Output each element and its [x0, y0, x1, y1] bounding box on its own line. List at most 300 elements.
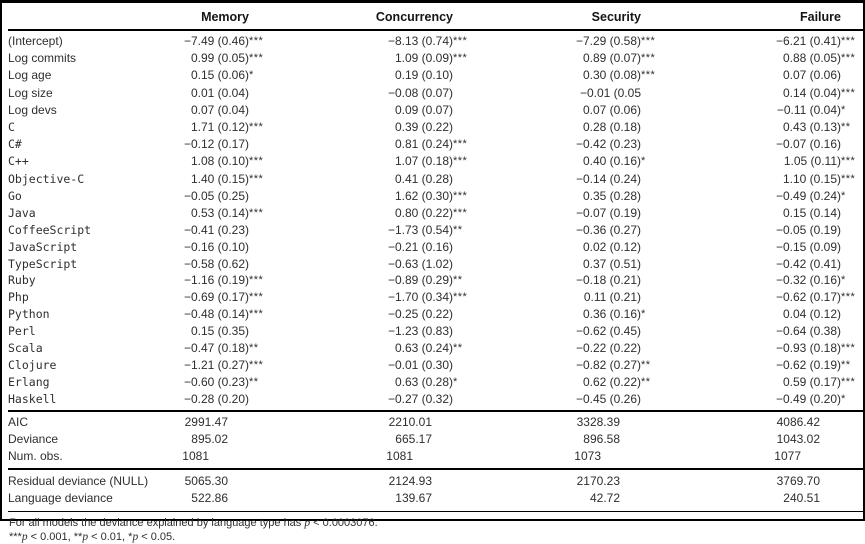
coef-value: 1.07 (0.18) [394, 154, 453, 169]
coef-cell [265, 357, 469, 373]
table-row [8, 222, 863, 239]
coef-value: −0.25 (0.22) [387, 307, 453, 322]
significance-stars: ** [249, 341, 259, 354]
coef-cell [657, 171, 857, 188]
significance-stars: *** [841, 172, 856, 185]
coef-value: −0.32 (0.16) [775, 272, 841, 287]
stat-value: 2170.23 [576, 474, 620, 489]
coef-value: 0.11 (0.21) [583, 290, 641, 305]
coef-cell [174, 205, 265, 222]
row-label: Erlang [8, 375, 50, 390]
significance-stars: ** [453, 273, 463, 286]
row-label: Java [8, 206, 36, 221]
stat-value: 139.67 [395, 491, 432, 506]
significance-stars: *** [453, 52, 468, 65]
coef-cell [265, 50, 469, 67]
table-row [8, 289, 863, 306]
coef-value: 0.59 (0.17) [782, 375, 841, 390]
table-row [8, 85, 863, 102]
significance-stars: *** [249, 35, 264, 47]
row-label: Go [8, 188, 22, 203]
coef-cell [657, 391, 857, 408]
coef-cell [469, 85, 657, 101]
table-row [8, 414, 863, 431]
significance-stars: * [841, 393, 846, 406]
coef-value: −0.21 (0.16) [387, 240, 453, 255]
significance-stars: *** [249, 155, 264, 168]
coef-value: −0.01 (0.05 [579, 85, 641, 100]
significance-stars: *** [841, 376, 856, 389]
coef-value: 0.63 (0.28) [394, 375, 453, 390]
coef-cell [174, 102, 265, 118]
coef-value: 0.14 (0.04) [782, 85, 841, 100]
coef-cell [265, 340, 469, 357]
coef-cell [174, 85, 265, 101]
coef-value: −1.70 (0.34) [387, 290, 453, 305]
significance-stars: *** [453, 291, 468, 304]
coef-value: 0.89 (0.07) [582, 51, 641, 66]
row-label: CoffeeScript [8, 223, 92, 238]
row-label: AIC [8, 415, 29, 430]
coef-value: 0.35 (0.28) [582, 188, 641, 203]
coef-cell [174, 357, 265, 374]
table-row [8, 33, 863, 50]
table-row [8, 357, 863, 374]
coef-value: 1.08 (0.10) [190, 154, 249, 169]
deviance-stats-section [8, 468, 863, 511]
significance-stars: *** [249, 121, 264, 134]
significance-stars: *** [249, 358, 264, 371]
coef-cell [657, 119, 857, 136]
coef-cell [174, 306, 265, 323]
coef-cell [265, 289, 469, 306]
coef-value: −0.22 (0.22) [575, 340, 641, 355]
coef-cell [265, 102, 469, 118]
coef-value: 0.01 (0.04) [190, 85, 249, 100]
row-label: JavaScript [8, 240, 78, 255]
coef-cell [174, 67, 265, 84]
row-label: C [8, 120, 15, 135]
row-label: (Intercept) [8, 34, 63, 48]
coef-cell [174, 256, 265, 272]
row-label: Residual deviance (NULL) [8, 474, 149, 489]
stat-value: 3328.39 [576, 415, 620, 430]
footnote-text: < 0.0003076. [310, 517, 378, 530]
coef-cell [657, 306, 857, 322]
significance-stars: ** [841, 358, 851, 371]
significance-stars: *** [641, 69, 656, 82]
coef-cell [469, 272, 657, 288]
coef-cell [657, 289, 857, 306]
coef-value: 0.07 (0.06) [582, 102, 641, 117]
coef-value: −0.05 (0.25) [183, 188, 249, 203]
table-row [8, 391, 863, 408]
coef-value: 0.15 (0.14) [782, 206, 841, 221]
coef-cell [265, 239, 469, 255]
coef-cell [657, 85, 857, 102]
coef-cell [174, 374, 265, 391]
row-label: Deviance [8, 432, 59, 447]
coef-cell [265, 136, 469, 153]
table-row [8, 323, 863, 339]
coef-value: −0.45 (0.26) [575, 392, 641, 407]
column-header-memory: Memory [201, 10, 249, 24]
coef-value: 0.30 (0.08) [582, 68, 641, 83]
coef-value: −0.16 (0.10) [183, 240, 249, 255]
significance-stars: ** [841, 121, 851, 134]
coef-value: 0.19 (0.10) [394, 68, 453, 83]
coef-cell [265, 188, 469, 205]
significance-stars: *** [453, 138, 468, 151]
row-label: C++ [8, 154, 29, 169]
coef-cell [265, 272, 469, 289]
coef-value: 0.63 (0.24) [394, 340, 453, 355]
coef-cell [657, 188, 857, 205]
significance-stars: * [841, 189, 846, 202]
footnote-line [9, 530, 863, 544]
row-label: Haskell [8, 392, 57, 407]
row-label: Log devs [8, 102, 57, 117]
coef-cell [174, 323, 265, 339]
significance-stars: *** [641, 35, 656, 47]
coef-value: 0.99 (0.05) [190, 51, 249, 66]
significance-stars: *** [841, 35, 856, 47]
coef-value: −0.89 (0.29) [387, 272, 453, 287]
coef-cell [657, 340, 857, 357]
table-row [8, 431, 863, 448]
row-label: Log size [8, 85, 53, 100]
significance-stars: *** [841, 52, 856, 65]
table-row [8, 340, 863, 357]
footnotes-section [8, 511, 863, 544]
table-row [8, 67, 863, 84]
header-row [8, 8, 863, 26]
coef-cell [657, 222, 857, 238]
coef-cell [174, 239, 265, 255]
coef-value: −0.07 (0.16) [775, 137, 841, 152]
significance-stars: *** [453, 35, 468, 47]
coef-cell [174, 50, 265, 67]
coef-value: 0.07 (0.04) [190, 102, 249, 117]
coef-value: 0.37 (0.51) [582, 256, 641, 271]
coef-cell [265, 374, 469, 391]
coef-cell [469, 33, 657, 50]
stat-value: 42.72 [589, 491, 620, 506]
stat-value: 2991.47 [184, 415, 228, 430]
coef-cell [469, 306, 657, 323]
coef-value: −0.64 (0.38) [775, 324, 841, 339]
coef-value: 0.02 (0.12) [582, 240, 641, 255]
significance-stars: * [641, 308, 646, 321]
table-row [8, 374, 863, 391]
table-row [8, 272, 863, 289]
coef-value: 0.28 (0.18) [582, 120, 641, 135]
coef-cell [174, 340, 265, 357]
significance-stars: *** [641, 52, 656, 65]
stat-value: 4086.42 [776, 415, 820, 430]
coef-value: −0.11 (0.04) [776, 102, 841, 117]
significance-stars: ** [453, 224, 463, 237]
p-symbol: p [304, 517, 311, 530]
coef-value: −0.93 (0.18) [775, 340, 841, 355]
coef-value: 1.10 (0.15) [782, 171, 841, 186]
significance-stars: *** [249, 291, 264, 304]
coef-cell [657, 153, 857, 170]
coef-value: −0.63 (1.02) [387, 256, 453, 271]
coef-cell [174, 136, 265, 152]
coef-value: −0.82 (0.27) [575, 357, 641, 372]
coef-cell [265, 323, 469, 339]
coef-cell [174, 119, 265, 136]
coef-value: 1.40 (0.15) [190, 171, 249, 186]
row-label: Num. obs. [8, 449, 63, 464]
row-label: TypeScript [8, 256, 78, 271]
significance-stars: *** [249, 207, 264, 220]
significance-stars: * [249, 69, 254, 82]
coef-cell [265, 85, 469, 101]
coef-value: −0.18 (0.21) [575, 272, 641, 287]
row-label: Ruby [8, 272, 36, 287]
row-label: C# [8, 137, 22, 152]
column-header-concurrency: Concurrency [375, 10, 453, 24]
stat-value: 896.58 [583, 432, 620, 447]
coef-cell [657, 136, 857, 152]
row-label: Objective-C [8, 171, 85, 186]
coef-value: −7.49 (0.46) [183, 34, 249, 48]
p-symbol: p [21, 531, 28, 544]
coef-value: −1.21 (0.27) [183, 357, 249, 372]
coef-cell [174, 222, 265, 238]
significance-stars: ** [641, 376, 651, 389]
coef-cell [174, 33, 265, 50]
coef-value: −0.49 (0.20) [775, 392, 841, 407]
coef-value: −0.69 (0.17) [183, 290, 249, 305]
coef-value: 0.41 (0.28) [394, 171, 453, 186]
coef-value: 0.43 (0.13) [782, 120, 841, 135]
coef-cell [469, 256, 657, 272]
coef-cell [469, 239, 657, 255]
table-row [8, 490, 863, 507]
footnote-text: *** [9, 531, 22, 544]
significance-stars: * [641, 155, 646, 168]
table-row [8, 256, 863, 272]
table-row [8, 205, 863, 222]
coef-cell [469, 136, 657, 152]
coef-cell [469, 50, 657, 67]
coef-value: 0.62 (0.22) [582, 375, 641, 390]
stat-value: 895.02 [191, 432, 228, 447]
stat-value: 5065.30 [184, 474, 228, 489]
p-symbol: p [82, 531, 89, 544]
column-header-security: Security [591, 10, 641, 24]
coefficients-section [8, 31, 863, 410]
coef-value: 0.39 (0.22) [394, 120, 453, 135]
coef-cell [469, 171, 657, 187]
table-row [8, 136, 863, 153]
significance-stars: *** [841, 86, 856, 99]
coef-value: −0.36 (0.27) [575, 223, 641, 238]
footnote-text: For all models the deviance explained by language type has [9, 517, 305, 530]
coef-value: 0.15 (0.35) [190, 324, 249, 339]
table-row [8, 306, 863, 323]
coef-value: 0.88 (0.05) [782, 51, 841, 66]
significance-stars: *** [841, 155, 856, 168]
significance-stars: *** [249, 172, 264, 185]
row-label: Language deviance [8, 491, 113, 506]
significance-stars: *** [249, 52, 264, 65]
significance-stars: * [841, 103, 846, 116]
coef-value: 0.53 (0.14) [190, 206, 249, 221]
stat-value: 2210.01 [388, 415, 432, 430]
coef-cell [657, 239, 857, 255]
table-row [8, 102, 863, 119]
row-label: Log commits [8, 51, 77, 66]
coef-value: −0.62 (0.45) [575, 324, 641, 339]
coef-value: 0.15 (0.06) [190, 68, 249, 83]
significance-stars: *** [453, 155, 468, 168]
coef-cell [174, 153, 265, 170]
coef-value: −0.08 (0.07) [387, 85, 453, 100]
coef-value: 0.07 (0.06) [782, 68, 841, 83]
coef-value: −1.16 (0.19) [183, 272, 249, 287]
coef-value: 0.80 (0.22) [394, 206, 453, 221]
coef-cell [265, 171, 469, 187]
coef-cell [657, 272, 857, 289]
row-label: Php [8, 290, 29, 305]
coef-cell [174, 272, 265, 289]
coef-value: −0.28 (0.20) [183, 392, 249, 407]
coef-cell [469, 188, 657, 204]
coef-value: 0.40 (0.16) [582, 154, 641, 169]
significance-stars: *** [841, 291, 856, 304]
significance-stars: *** [453, 189, 468, 202]
significance-stars: *** [453, 207, 468, 220]
coef-cell [657, 256, 857, 272]
footnote-text: < 0.05. [138, 531, 176, 544]
coef-cell [174, 188, 265, 204]
coef-cell [469, 102, 657, 118]
table-row [8, 50, 863, 67]
coef-cell [174, 171, 265, 188]
coef-cell [469, 222, 657, 238]
table-header-section [8, 3, 863, 31]
significance-stars: *** [249, 308, 264, 321]
row-label: Scala [8, 340, 43, 355]
coef-cell [657, 50, 857, 67]
table-row [8, 188, 863, 205]
coef-cell [469, 67, 657, 84]
significance-stars: *** [841, 341, 856, 354]
stat-value: 1043.02 [776, 432, 820, 447]
coef-value: 0.04 (0.12) [782, 307, 841, 322]
coef-cell [265, 306, 469, 322]
coef-value: −1.23 (0.83) [387, 324, 453, 339]
coef-cell [265, 119, 469, 135]
coef-value: −0.12 (0.17) [183, 137, 249, 152]
coef-value: −0.05 (0.19) [775, 223, 841, 238]
coef-cell [265, 153, 469, 170]
table-row [8, 473, 863, 490]
coef-cell [657, 33, 857, 50]
table-row [8, 448, 863, 465]
coef-value: −0.49 (0.24) [775, 188, 841, 203]
table-row [8, 153, 863, 170]
coef-value: −6.21 (0.41) [775, 34, 841, 48]
coef-cell [265, 222, 469, 239]
coef-cell [657, 374, 857, 391]
footnote-text: < 0.01, * [88, 531, 133, 544]
coef-value: −0.27 (0.32) [387, 392, 453, 407]
coef-cell [657, 102, 857, 119]
stat-value: 2124.93 [388, 474, 432, 489]
table-row [8, 171, 863, 188]
coef-cell [265, 256, 469, 272]
coef-cell [469, 374, 657, 391]
coef-value: 1.71 (0.12) [190, 120, 249, 135]
stat-value: 3769.70 [776, 474, 820, 489]
coef-value: 0.81 (0.24) [394, 137, 453, 152]
coef-cell [469, 391, 657, 407]
model-stats-section [8, 410, 863, 468]
coef-value: 0.09 (0.07) [394, 102, 453, 117]
coef-value: −0.47 (0.18) [183, 340, 249, 355]
coef-value: 1.62 (0.30) [394, 188, 453, 203]
stat-value: 240.51 [783, 491, 820, 506]
significance-stars: ** [641, 358, 651, 371]
significance-stars: ** [453, 341, 463, 354]
coef-cell [174, 391, 265, 407]
coef-cell [174, 289, 265, 306]
coef-value: −0.15 (0.09) [775, 240, 841, 255]
coef-cell [657, 323, 857, 339]
coef-value: −0.62 (0.19) [775, 357, 841, 372]
coef-value: −0.07 (0.19) [575, 206, 641, 221]
significance-stars: * [453, 376, 458, 389]
significance-stars: * [841, 273, 846, 286]
footnote-text: < 0.001, ** [27, 531, 83, 544]
coef-value: −0.48 (0.14) [183, 307, 249, 322]
p-symbol: p [132, 531, 139, 544]
coef-value: −0.42 (0.23) [575, 137, 641, 152]
coef-value: −0.60 (0.23) [183, 375, 249, 390]
stat-value: 1081 [182, 449, 209, 464]
coef-value: −1.73 (0.54) [387, 223, 453, 238]
coef-cell [469, 357, 657, 374]
stat-value: 1073 [574, 449, 601, 464]
coef-cell [265, 67, 469, 83]
row-label: Log age [8, 68, 52, 83]
coef-value: −8.13 (0.74) [387, 34, 453, 48]
stat-value: 1077 [774, 449, 801, 464]
table-row [8, 239, 863, 255]
coef-value: −0.14 (0.24) [575, 171, 641, 186]
coef-value: −0.62 (0.17) [775, 290, 841, 305]
stat-value: 1081 [386, 449, 413, 464]
coef-value: −7.29 (0.58) [575, 34, 641, 48]
coef-value: −0.42 (0.41) [775, 256, 841, 271]
coef-cell [265, 391, 469, 407]
coef-value: 0.36 (0.16) [582, 307, 641, 322]
coef-cell [657, 357, 857, 374]
table-row [8, 119, 863, 136]
coef-value: 1.05 (0.11) [783, 154, 841, 169]
coef-value: −0.41 (0.23) [183, 223, 249, 238]
coef-value: −0.01 (0.30) [387, 357, 453, 372]
coef-cell [469, 205, 657, 221]
row-label: Clojure [8, 357, 57, 372]
coef-cell [469, 119, 657, 135]
coef-value: 1.09 (0.09) [394, 51, 453, 66]
